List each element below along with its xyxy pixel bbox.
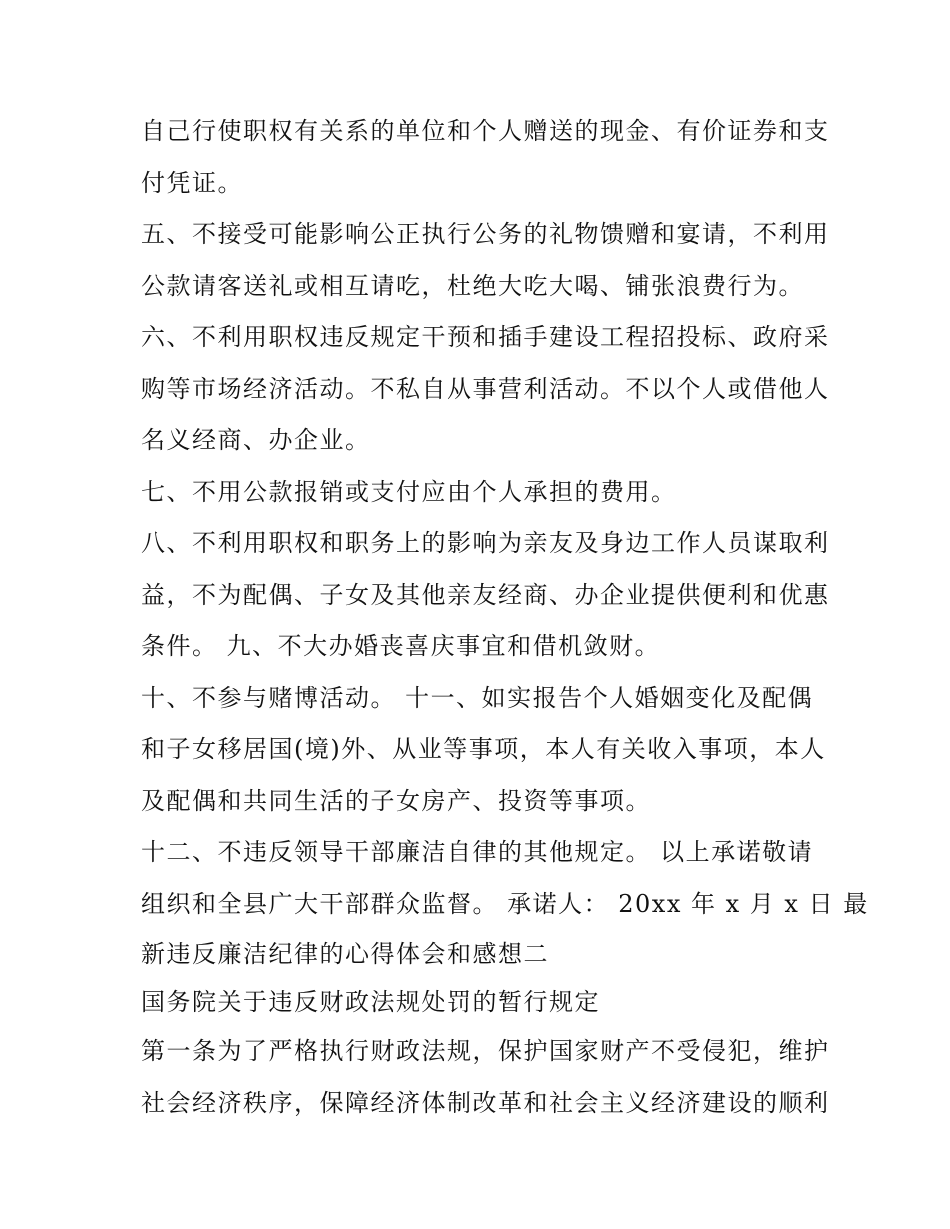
text-line: 付凭证。 xyxy=(141,168,243,197)
text-line: 六、不利用职权违反规定干预和插手建设工程招投标、政府采 xyxy=(141,323,830,351)
text-line: 十二、不违反领导干部廉洁自律的其他规定。 以上承诺敬请 xyxy=(141,838,814,866)
text-line: 和子女移居国(境)外、从业等事项，本人有关收入事项，本人 xyxy=(141,735,826,763)
text-line: 社会经济秩序，保障经济体制改革和社会主义经济建设的顺利 xyxy=(141,1088,830,1117)
section-title: 国务院关于违反财政法规处罚的暂行规定 xyxy=(141,988,600,1016)
text-line: 购等市场经济活动。不私自从事营利活动。不以个人或借他人 xyxy=(141,374,830,403)
document-body xyxy=(141,106,869,1129)
text-line: 五、不接受可能影响公正执行公务的礼物馈赠和宴请，不利用 xyxy=(141,220,830,248)
text-line: 自己行使职权有关系的单位和个人赠送的现金、有价证券和支 xyxy=(141,117,830,145)
text-line: 及配偶和共同生活的子女房产、投资等事项。 xyxy=(141,786,651,815)
text-line: 益，不为配偶、子女及其他亲友经商、办企业提供便利和优惠 xyxy=(141,580,830,609)
text-line: 组织和全县广大干部群众监督。 承诺人： 20xx 年 x 月 x 日 最 xyxy=(141,889,869,918)
text-line: 新违反廉洁纪律的心得体会和感想二 xyxy=(141,940,549,968)
text-line: 条件。 九、不大办婚丧喜庆事宜和借机敛财。 xyxy=(141,632,661,660)
text-line: 十、不参与赌博活动。 十一、如实报告个人婚姻变化及配偶 xyxy=(141,683,814,712)
text-line: 公款请客送礼或相互请吃，杜绝大吃大喝、铺张浪费行为。 xyxy=(141,271,804,300)
text-line: 八、不利用职权和职务上的影响为亲友及身边工作人员谋取利 xyxy=(141,529,830,557)
text-line: 七、不用公款报销或支付应由个人承担的费用。 xyxy=(141,477,677,506)
text-line: 第一条为了严格执行财政法规，保护国家财产不受侵犯，维护 xyxy=(141,1037,830,1065)
text-line: 名义经商、办企业。 xyxy=(141,426,371,454)
